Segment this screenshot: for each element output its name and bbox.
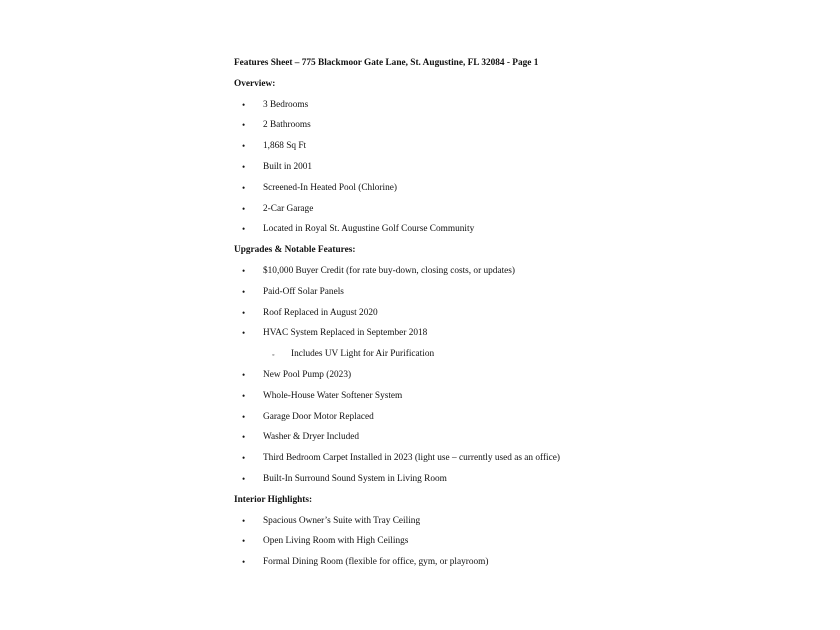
list-item-text: Built in 2001 [263, 161, 313, 172]
list-item [234, 115, 814, 136]
list-item [234, 427, 814, 448]
section-heading-interior: Interior Highlights: [234, 494, 313, 505]
list-item-text: 2 Bathrooms [263, 120, 311, 131]
list-item-text: $10,000 Buyer Credit (for rate buy-down, closing costs, or updates) [263, 265, 515, 276]
list-item [234, 511, 814, 532]
list-item-text: Open Living Room with High Ceilings [263, 536, 409, 547]
bullet-icon: • [242, 473, 246, 484]
interior-list [234, 511, 814, 573]
list-item-text: Washer & Dryer Included [263, 432, 360, 443]
list-item [234, 199, 814, 220]
list-item [234, 323, 814, 344]
list-item [234, 178, 814, 199]
list-item [234, 531, 814, 552]
list-item-text: Includes UV Light for Air Purification [291, 349, 435, 360]
list-item-text: Screened-In Heated Pool (Chlorine) [263, 182, 397, 193]
list-item [234, 407, 814, 428]
list-item-text: 1,868 Sq Ft [263, 141, 307, 152]
bullet-icon: • [242, 453, 246, 464]
bullet-icon: • [242, 411, 246, 422]
list-item [234, 136, 814, 157]
list-item-text: 3 Bedrooms [263, 99, 309, 110]
upgrades-list [234, 261, 814, 490]
bullet-icon: • [242, 203, 246, 214]
list-item-text: 2-Car Garage [263, 203, 314, 214]
list-item [234, 552, 814, 573]
bullet-icon: • [242, 265, 246, 276]
list-item [234, 95, 814, 116]
list-item [234, 261, 814, 282]
bullet-icon: • [242, 536, 246, 547]
list-item [234, 219, 814, 240]
list-item-text: Whole-House Water Softener System [263, 390, 403, 401]
section-heading-upgrades: Upgrades & Notable Features: [234, 245, 356, 256]
list-item [234, 365, 814, 386]
list-item-text: Spacious Owner’s Suite with Tray Ceiling [263, 515, 421, 526]
bullet-icon: • [242, 369, 246, 380]
bullet-icon: • [242, 432, 246, 443]
list-item-text: Built-In Surround Sound System in Living Room [263, 473, 447, 484]
overview-list [234, 95, 814, 241]
list-item-text: HVAC System Replaced in September 2018 [263, 328, 428, 339]
bullet-icon: • [242, 141, 246, 152]
list-item [234, 386, 814, 407]
list-item-text: Located in Royal St. Augustine Golf Course Community [263, 224, 475, 235]
section-heading-overview: Overview: [234, 78, 276, 89]
bullet-icon: • [242, 557, 246, 568]
list-item-text: Roof Replaced in August 2020 [263, 307, 378, 318]
bullet-icon: • [242, 286, 246, 297]
list-item-text: Formal Dining Room (flexible for office, gym, or playroom) [263, 557, 489, 568]
bullet-icon: • [242, 99, 246, 110]
bullet-icon: • [242, 390, 246, 401]
list-item [234, 303, 814, 324]
features-sheet-page [234, 53, 814, 573]
bullet-icon: • [242, 224, 246, 235]
list-item-text: Paid-Off Solar Panels [263, 286, 344, 297]
list-item [234, 469, 814, 490]
list-item-text: New Pool Pump (2023) [263, 369, 352, 380]
sub-list-item [234, 344, 814, 365]
bullet-icon: • [242, 161, 246, 172]
document-title: Features Sheet – 775 Blackmoor Gate Lane, St. Augustine, FL 32084 - Page 1 [234, 58, 539, 68]
bullet-icon: • [242, 120, 246, 131]
list-item-text: Garage Door Motor Replaced [263, 411, 374, 422]
list-item [234, 282, 814, 303]
hollow-bullet-icon: ◦ [272, 351, 275, 360]
bullet-icon: • [242, 182, 246, 193]
list-item [234, 157, 814, 178]
bullet-icon: • [242, 515, 246, 526]
list-item-text: Third Bedroom Carpet Installed in 2023 (light use – currently used as an office) [263, 453, 560, 464]
list-item [234, 448, 814, 469]
bullet-icon: • [242, 307, 246, 318]
bullet-icon: • [242, 328, 246, 339]
